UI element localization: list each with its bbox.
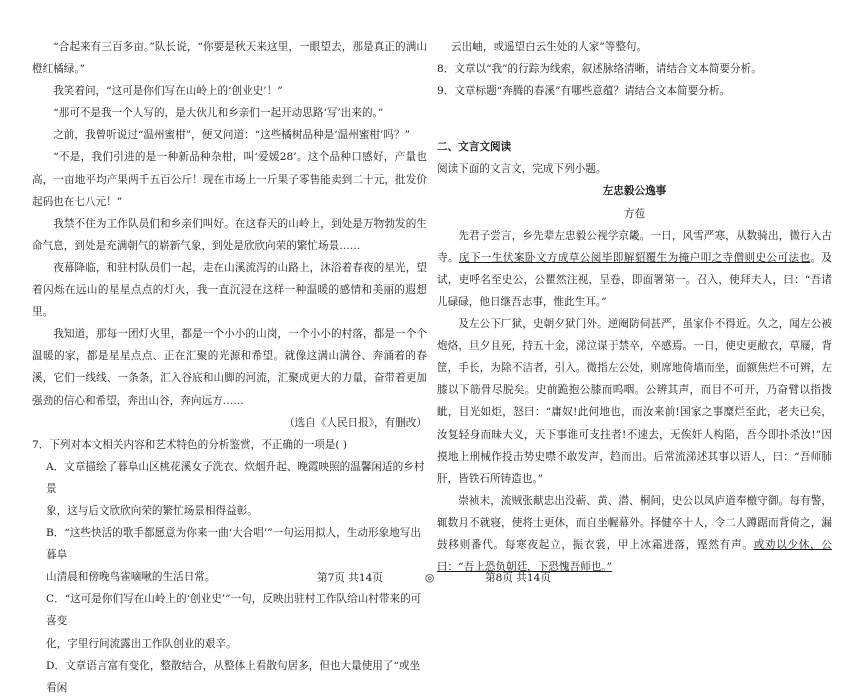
option-c-line-2: 化，字里行间流露出工作队创业的艰辛。 [46,637,237,650]
section-title: 二、文言文阅读 [437,141,512,154]
option-d-continuation: 云出岫，或遥望白云生处的人家”等整句。 [451,41,648,53]
classical-paragraph-3 [437,490,832,578]
section-instruction: 阅读下面的文言文，完成下列小题。 [437,163,607,176]
classical-p1-text: 先君子尝言，乡先辈左忠毅公视学京畿。一日，风雪严寒，从数骑出，微行入古寺。 [437,229,832,264]
option-b-line-1: B．“这些快活的歌手都愿意为你来一曲‘大合唱’”一句运用拟人，生动形象地写出暮阜 [46,527,421,562]
option-d-line-1: D．文章语言富有变化，整散结合，从整体上看散句居多，但也大量使用了“或坐看闲 [46,659,421,694]
option-c-line-1: C．“这可是你们写在山岭上的‘创业史’”一句，反映出驻村工作队给山村带来的可喜变 [46,593,422,628]
classical-p3-text: 崇祯末，流贼张献忠出没蕲、黄、潜、桐间，史公以凤庐道奉檄守御。每有警，辄数月不就寝，使将士更休，而自坐幄幕外。择健卒十人，令二人蹲踞而背倚之，漏鼓移则番代。每寒夜起立，振衣裳，甲上冰霜迸落，铿然有声。 [437,494,832,551]
question-7-option-d [32,655,427,699]
option-a-line-1: A．文章描绘了暮阜山区桃花溪女子洗衣、炊烟升起、晚霞映照的温馨闲适的乡村景 [46,460,425,495]
left-paragraph-7: 夜幕降临，和驻村队员们一起，走在山溪流泻的山路上，沐浴着春夜的星光，望着闪烁在远山的星星点点的灯火，我一直沉浸在这样一种温暖的感情和美丽的遐想里。 [32,261,427,319]
left-paragraph-6: 我禁不住为工作队员们和乡亲们叫好。在这春天的山岭上，到处是万物勃发的生命气息，到处是充满朝气的崭新气象，到处是欣欣向荣的繁忙场景…… [32,217,427,252]
question-7-stem: 7．下列对本文相关内容和艺术特色的分析鉴赏，不正确的一项是( ) [32,438,347,451]
right-column [437,36,832,578]
underlined-sentence-1: 庑下一生伏案卧文方成草公阅毕即解貂覆生为掩户叩之寺僧则史公可法也 [458,251,811,264]
left-column [32,36,427,699]
left-paragraph-1: “合起来有三百多亩。”队长说，“你要是秋天来这里，一眼望去，那是真正的满山橙红橘绿。” [32,41,427,76]
question-7-option-a [32,456,427,522]
left-paragraph-2: 我笑着问，“这可是你们写在山岭上的‘创业史’！” [53,85,283,98]
underlined-sentence-2: 或劝以少休，公曰：“吾上恐负朝廷，下恐愧吾师也。” [437,538,833,574]
classical-text-author: 方苞 [623,207,646,220]
left-paragraph-8: 我知道，那每一团灯火里，都是一个小小的山岗，一个小小的村落，都是一个个温暖的家，都是星星点点、正在汇聚的光源和希望。就像这满山满谷、奔涌着的春溪，它们一线线、一条条，汇入谷底和山脚的河流，汇聚成更大的力量，奋带着更加强劲的信心和希望，奔出山谷，奔向远方…… [32,328,427,407]
classical-p1-text-end: 。及试，吏呼名至史公，公瞿然注视，呈卷，即面署第一。召入，使拜夫人，曰：“吾诸儿碌碌，他日继吾志事，惟此生耳。” [437,251,833,308]
spacer [437,124,832,136]
left-paragraph-5: “不是，我们引进的是一种新品种杂柑，叫‘爱媛28’。这个品种口感好，产量也高，一亩地平均产果两千五百公斤！现在市场上一斤果子零售能卖到二十元，批发价起码也在七八元！” [32,151,427,208]
question-7-option-c [32,588,427,654]
classical-paragraph-1 [437,225,832,313]
option-b-line-2: 山清晨和傍晚鸟雀嘀啾的生活日常。 [46,571,216,584]
classical-text-title: 左忠毅公逸事 [602,185,667,198]
source-note: （选自《人民日报》，有删改） [283,416,427,429]
page-number-right: 第8页 共14页 [485,572,551,584]
option-a-line-2: 象，这与后文欣欣向荣的繁忙场景相得益彰。 [46,504,258,517]
left-paragraph-3: “那可不是我一个人写的，是大伙儿和乡亲们一起开动思路‘写’出来的。” [53,107,384,120]
question-8: 8．文章以“我”的行踪为线索，叙述脉络清晰，请结合文本简要分析。 [437,63,762,76]
page-number-left: 第7页 共14页 [317,572,383,584]
center-mark-icon: ◎ [425,572,435,584]
question-9: 9．文章标题“奔腾的春溪”有哪些意蕴？请结合文本简要分析。 [437,85,731,98]
left-paragraph-4: 之前，我曾听说过“温州蜜柑”，便又问道：“这些橘树品种是‘温州蜜柑’吗？” [53,129,410,142]
classical-paragraph-2: 及左公下厂狱，史朝夕狱门外。逆阉防伺甚严，虽家仆不得近。久之，闻左公被炮烙，旦夕且死，持五十金，涕泣谋于禁卒，卒感焉。一日，使史更敝衣，草屦，背筐，手长，为除不洁者，引入。微指左公处，则席地倚墙而坐，面额焦烂不可辨，左膝以下筋骨尽脱矣。史前跪抱公膝而呜咽。公辨其声，而目不可开，乃奋臂以指拨眦，目光如炬，怒曰：“庸奴!此何地也，而汝来前!国家之事糜烂至此，老夫已矣，汝复轻身而昧大义，天下事谁可支拄者!不速去，无俟奸人构陷，吾今即扑杀汝!”因摸地上刑械作投击势史噤不敢发声，趋而出。后常流涕述其事以语人，曰：“吾师肺肝，皆铁石所铸造也。” [437,318,832,485]
spacer [437,102,832,124]
